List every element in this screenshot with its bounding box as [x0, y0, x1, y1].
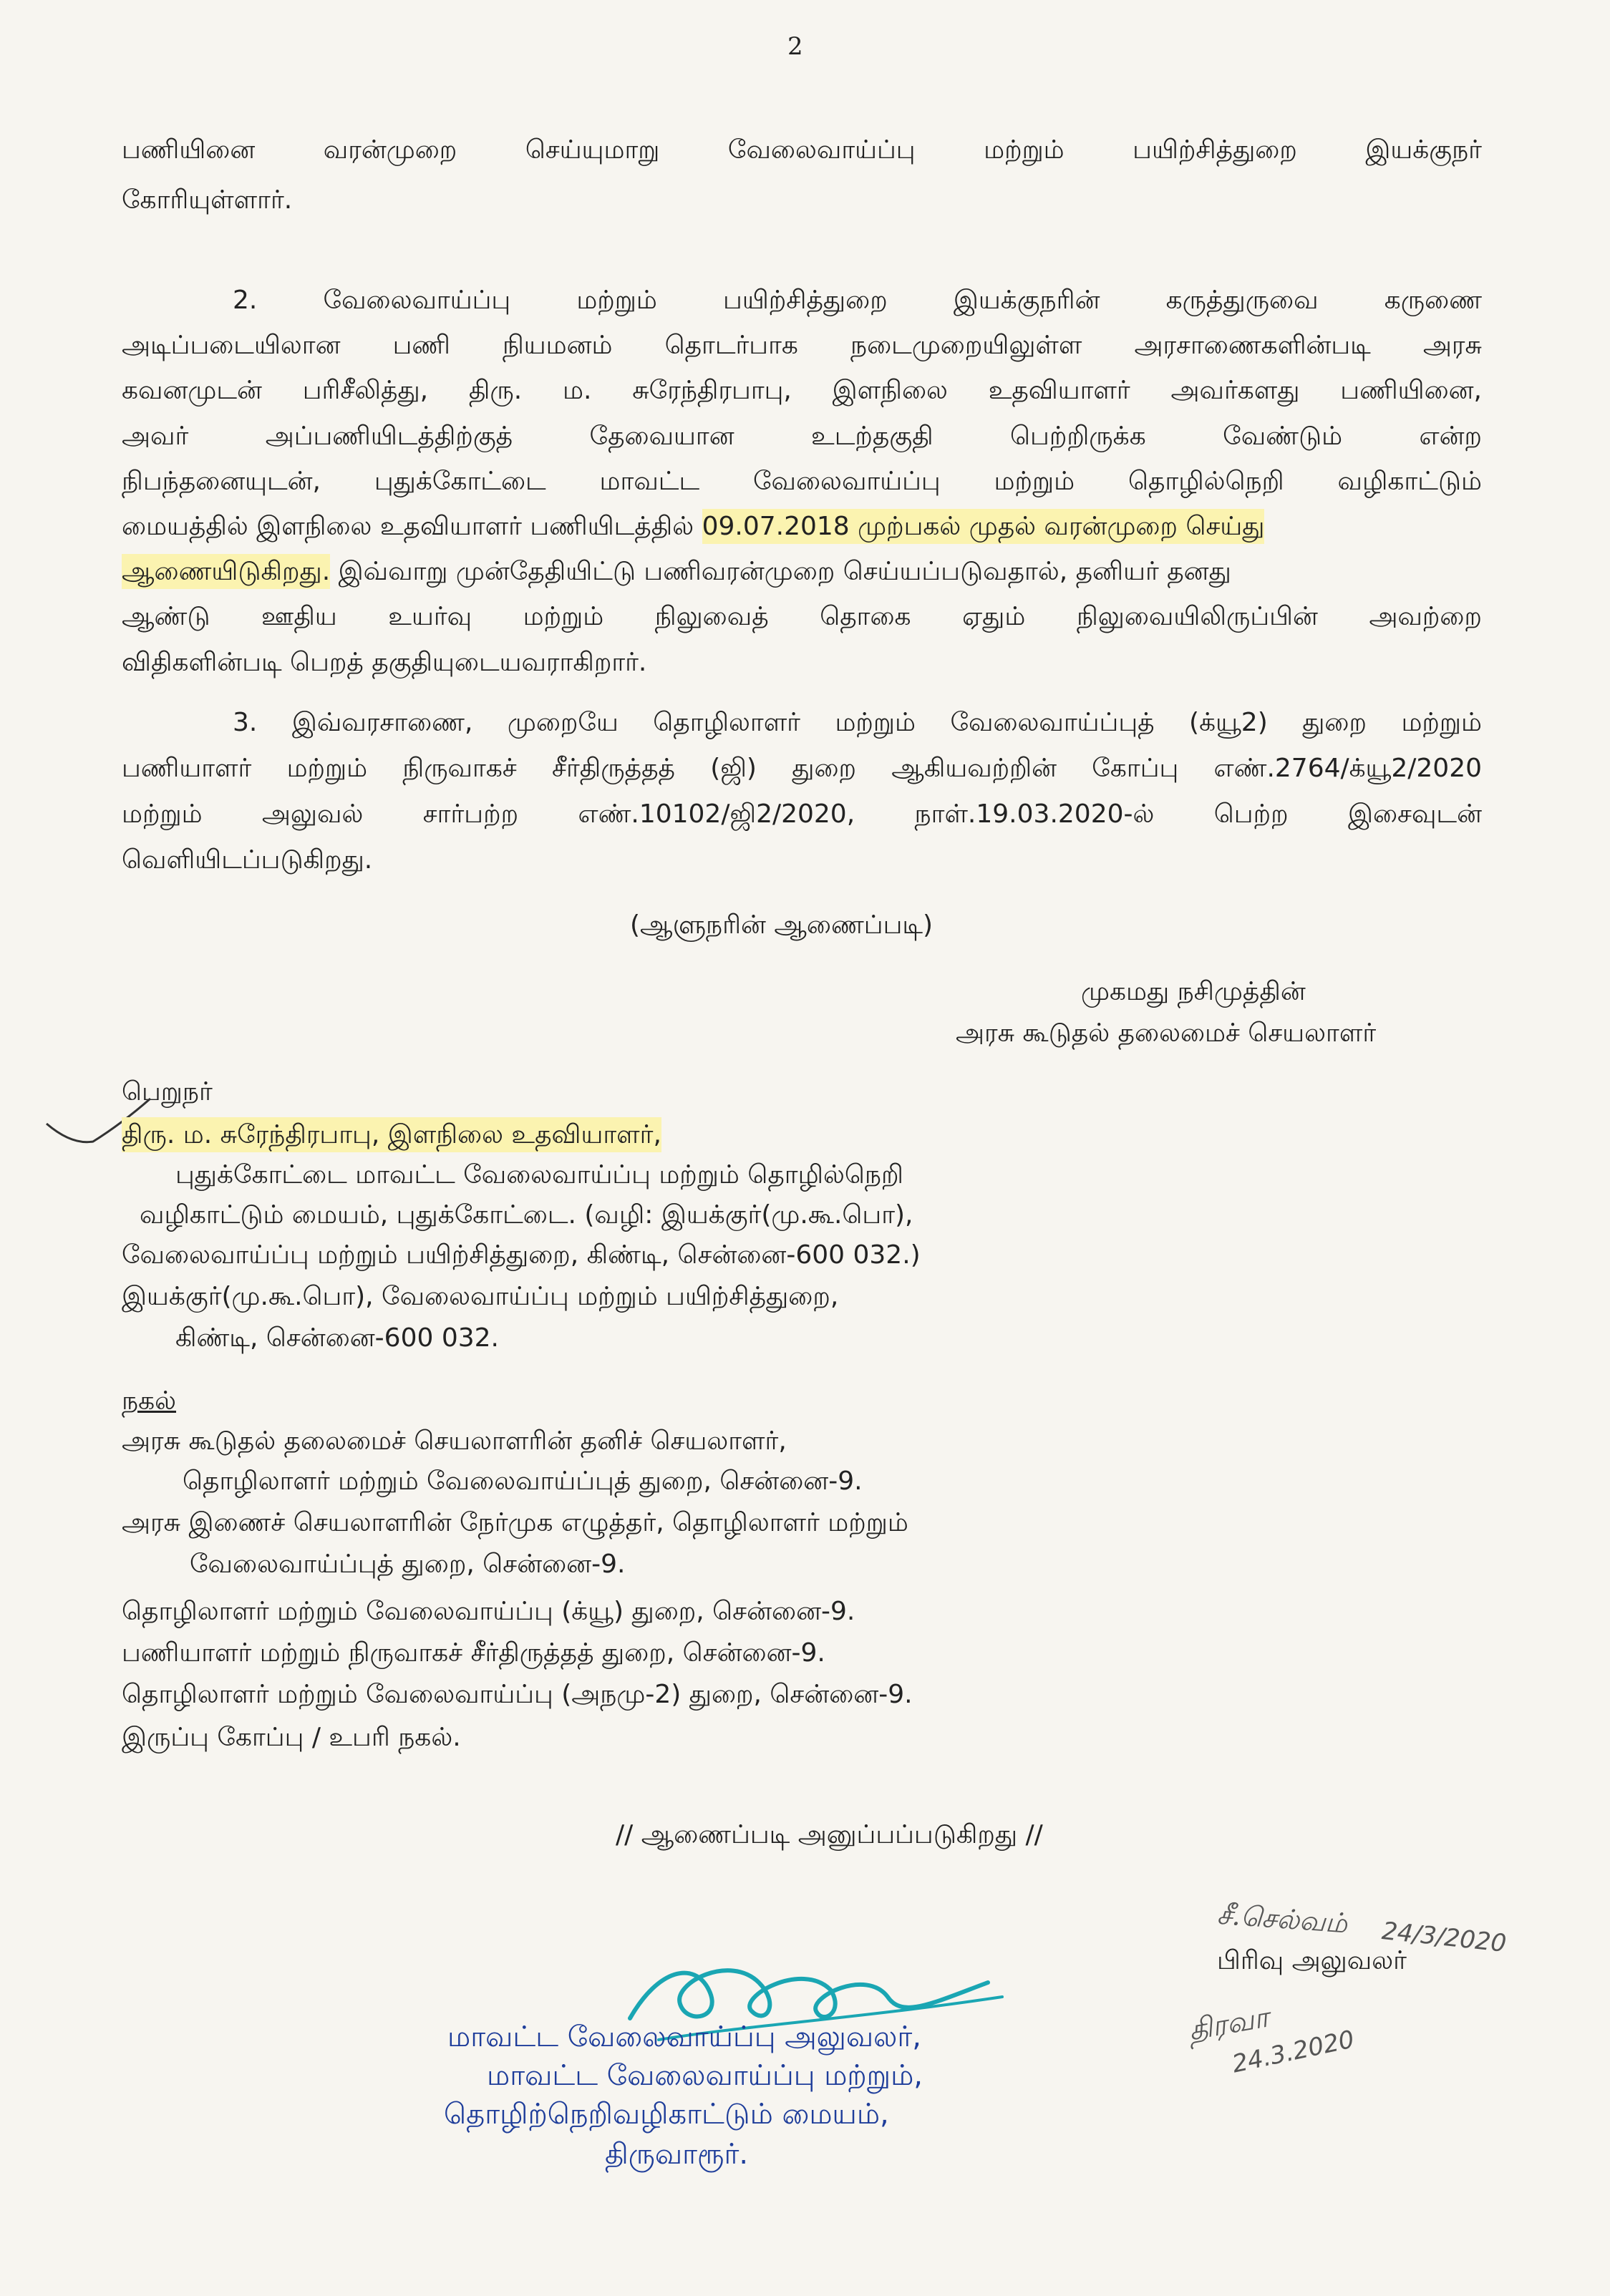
section-officer-title: பிரிவு அலுவலர்: [1217, 1946, 1407, 1975]
stamp-line-3: தொழிற்நெறிவழிகாட்டும் மையம்,: [444, 2098, 889, 2131]
copy-line-5: தொழிலாளர் மற்றும் வேலைவாய்ப்பு (க்யூ) துறை, சென்னை-9.: [122, 1597, 855, 1626]
recipient-line-1: [122, 1122, 661, 1148]
para2-line6-text: மையத்தில் இளநிலை உதவியாளர் பணியிடத்தில்: [122, 512, 702, 541]
recipient-line-4: வேலைவாய்ப்பு மற்றும் பயிற்சித்துறை, கிண்டி, சென்னை-600 032.): [122, 1240, 921, 1270]
highlighted-date: 09.07.2018 முற்பகல் முதல் வரன்முறை செய்து: [702, 509, 1265, 544]
para2-line3: கவனமுடன் பரிசீலித்து, திரு. ம. சுரேந்திரபாபு, இளநிலை உதவியாளர் அவர்களது பணியினை,: [122, 376, 1482, 405]
para2-line4: அவர் அப்பணியிடத்திற்குத் தேவையான உடற்தகுதி பெற்றிருக்க வேண்டும் என்ற: [122, 422, 1482, 451]
stamp-line-2: மாவட்ட வேலைவாய்ப்பு மற்றும்,: [487, 2059, 923, 2092]
para2-line2: அடிப்படையிலான பணி நியமனம் தொடர்பாக நடைமுறையிலுள்ள அரசாணைகளின்படி அரசு: [122, 331, 1482, 360]
copy-line-6: பணியாளர் மற்றும் நிருவாகச் சீர்திருத்தத் துறை, சென்னை-9.: [122, 1638, 825, 1668]
para3-line1: 3. இவ்வரசாணை, முறையே தொழிலாளர் மற்றும் வேலைவாய்ப்புத் (க்யூ2) துறை மற்றும்: [233, 708, 1482, 737]
copy-line-4: வேலைவாய்ப்புத் துறை, சென்னை-9.: [190, 1550, 626, 1579]
copy-line-8: இருப்பு கோப்பு / உபரி நகல்.: [122, 1723, 461, 1752]
copy-line-2: தொழிலாளர் மற்றும் வேலைவாய்ப்புத் துறை, சென்னை-9.: [183, 1466, 863, 1496]
para3-line4: வெளியிடப்படுகிறது.: [122, 845, 373, 875]
section-officer-signature: சீ.செல்வம்: [1216, 1898, 1349, 1940]
page-number: 2: [787, 32, 803, 61]
copy-heading: நகல்: [122, 1386, 177, 1416]
recipients-heading: பெறுநர்: [122, 1077, 213, 1106]
forwarded-note: // ஆணைப்படி அனுப்பப்படுகிறது //: [616, 1820, 1043, 1849]
copy-line-7: தொழிலாளர் மற்றும் வேலைவாய்ப்பு (அநமு-2) துறை, சென்னை-9.: [122, 1680, 913, 1709]
para2-line8: ஆண்டு ஊதிய உயர்வு மற்றும் நிலுவைத் தொகை ஏதும் நிலுவையிலிருப்பின் அவற்றை: [122, 602, 1482, 631]
para2-line1: 2. வேலைவாய்ப்பு மற்றும் பயிற்சித்துறை இயக்குநரின் கருத்துருவை கருணை: [233, 286, 1482, 315]
stamp-line-4: திருவாரூர்.: [605, 2138, 749, 2171]
section-officer-date: 24/3/2020: [1380, 1916, 1508, 1959]
order-by: (ஆளுநரின் ஆணைப்படி): [630, 910, 933, 940]
handwritten-note: திரவா: [1185, 2000, 1271, 2048]
signatory-designation: அரசு கூடுதல் தலைமைச் செயலாளர்: [956, 1018, 1377, 1048]
para2-line7: [122, 559, 1231, 585]
stamp-line-1: மாவட்ட வேலைவாய்ப்பு அலுவலர்,: [447, 2020, 921, 2053]
recipient-line-5: இயக்குர்(மு.கூ.பொ), வேலைவாய்ப்பு மற்றும் பயிற்சித்துறை,: [122, 1282, 839, 1311]
recipient-line-2: புதுக்கோட்டை மாவட்ட வேலைவாய்ப்பு மற்றும் தொழில்நெறி: [175, 1160, 903, 1190]
para1-line2: கோரியுள்ளார்.: [122, 185, 293, 215]
copy-line-3: அரசு இணைச் செயலாளரின் நேர்முக எழுத்தர், தொழிலாளர் மற்றும்: [122, 1508, 908, 1537]
copy-line-1: அரசு கூடுதல் தலைமைச் செயலாளரின் தனிச் செயலாளர்,: [122, 1426, 787, 1456]
highlighted-order: ஆணையிடுகிறது.: [122, 554, 330, 589]
recipient-name-highlight: திரு. ம. சுரேந்திரபாபு, இளநிலை உதவியாளர்,: [122, 1117, 661, 1152]
recipient-line-6: கிண்டி, சென்னை-600 032.: [175, 1323, 499, 1353]
para2-line7-text: இவ்வாறு முன்தேதியிட்டு பணிவரன்முறை செய்யப்படுவதால், தனியர் தனது: [330, 557, 1231, 586]
para2-line6: [122, 514, 1264, 540]
signatory-name: முகமது நசிமுத்தின்: [1081, 977, 1306, 1006]
para2-line9: விதிகளின்படி பெறத் தகுதியுடையவராகிறார்.: [122, 648, 647, 677]
recipient-line-3: வழிகாட்டும் மையம், புதுக்கோட்டை. (வழி: இயக்குர்(மு.கூ.பொ),: [140, 1200, 913, 1230]
para3-line2: பணியாளர் மற்றும் நிருவாகச் சீர்திருத்தத் (ஜி) துறை ஆகியவற்றின் கோப்பு எண்.2764/க்யூ2/2020: [122, 754, 1482, 783]
para3-line3: மற்றும் அலுவல் சார்பற்ற எண்.10102/ஜி2/2020, நாள்.19.03.2020-ல் பெற்ற இசைவுடன்: [122, 799, 1482, 829]
para2-line5: நிபந்தனையுடன், புதுக்கோட்டை மாவட்ட வேலைவாய்ப்பு மற்றும் தொழில்நெறி வழிகாட்டும்: [122, 467, 1482, 496]
handwritten-note-date: 24.3.2020: [1229, 2025, 1357, 2079]
para1-line1: பணியினை வரன்முறை செய்யுமாறு வேலைவாய்ப்பு மற்றும் பயிற்சித்துறை இயக்குநர்: [122, 135, 1482, 165]
